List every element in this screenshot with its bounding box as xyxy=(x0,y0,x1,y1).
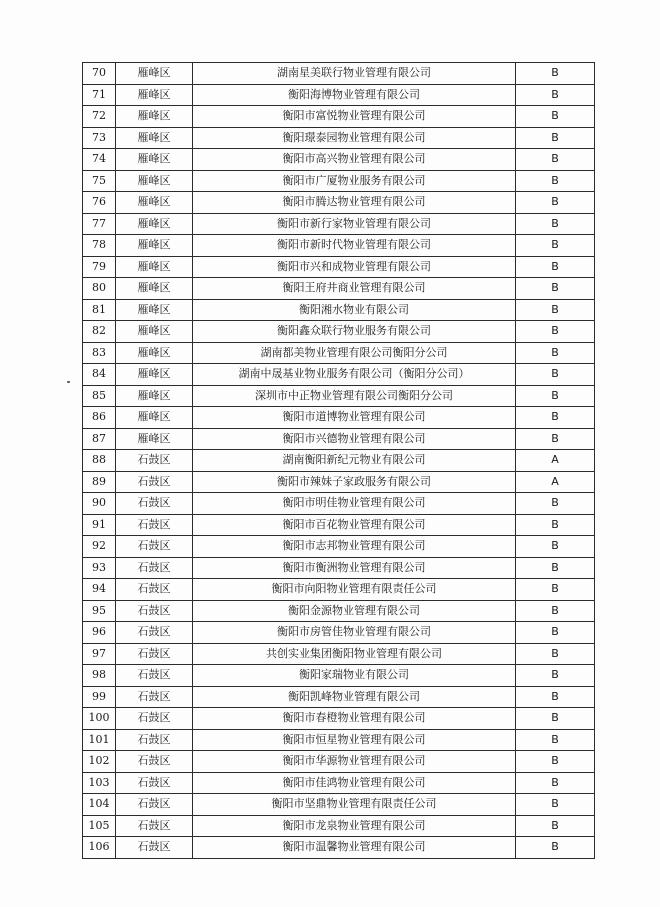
grade-cell: B xyxy=(516,622,595,644)
grade-cell: B xyxy=(516,213,595,235)
company-name-cell: 衡阳市坚鼎物业管理有限责任公司 xyxy=(193,794,516,816)
grade-cell: B xyxy=(516,256,595,278)
grade-cell: B xyxy=(516,149,595,171)
grade-cell: B xyxy=(516,536,595,558)
company-name-cell: 共创实业集团衡阳物业管理有限公司 xyxy=(193,643,516,665)
district-cell: 石鼓区 xyxy=(116,686,193,708)
district-cell: 石鼓区 xyxy=(116,493,193,515)
company-name-cell: 衡阳市衡洲物业管理有限公司 xyxy=(193,557,516,579)
district-cell: 石鼓区 xyxy=(116,794,193,816)
row-number-cell: 105 xyxy=(83,815,116,837)
row-number-cell: 100 xyxy=(83,708,116,730)
table-row xyxy=(83,321,595,343)
grade-cell: B xyxy=(516,665,595,687)
grade-cell: B xyxy=(516,686,595,708)
row-number-cell: 90 xyxy=(83,493,116,515)
table-row xyxy=(83,127,595,149)
company-name-cell: 衡阳璟泰园物业管理有限公司 xyxy=(193,127,516,149)
district-cell: 雁峰区 xyxy=(116,192,193,214)
company-name-cell: 衡阳市辣妹子家政服务有限公司 xyxy=(193,471,516,493)
table-row xyxy=(83,622,595,644)
row-number-cell: 106 xyxy=(83,837,116,859)
row-number-cell: 89 xyxy=(83,471,116,493)
company-name-cell: 衡阳市华源物业管理有限公司 xyxy=(193,751,516,773)
table-row xyxy=(83,342,595,364)
district-cell: 雁峰区 xyxy=(116,428,193,450)
grade-cell: B xyxy=(516,192,595,214)
district-cell: 石鼓区 xyxy=(116,622,193,644)
grade-cell: B xyxy=(516,751,595,773)
company-name-cell: 衡阳王府井商业管理有限公司 xyxy=(193,278,516,300)
company-name-cell: 衡阳市向阳物业管理有限责任公司 xyxy=(193,579,516,601)
company-name-cell: 衡阳市志邦物业管理有限公司 xyxy=(193,536,516,558)
district-cell: 雁峰区 xyxy=(116,385,193,407)
grade-cell: B xyxy=(516,235,595,257)
district-cell: 石鼓区 xyxy=(116,450,193,472)
row-number-cell: 87 xyxy=(83,428,116,450)
grade-cell: B xyxy=(516,600,595,622)
table-row xyxy=(83,471,595,493)
table-row xyxy=(83,213,595,235)
district-cell: 石鼓区 xyxy=(116,600,193,622)
table-row xyxy=(83,428,595,450)
table-row xyxy=(83,772,595,794)
row-number-cell: 102 xyxy=(83,751,116,773)
row-number-cell: 72 xyxy=(83,106,116,128)
row-number-cell: 82 xyxy=(83,321,116,343)
district-cell: 石鼓区 xyxy=(116,708,193,730)
row-number-cell: 97 xyxy=(83,643,116,665)
district-cell: 石鼓区 xyxy=(116,643,193,665)
grade-cell: B xyxy=(516,84,595,106)
grade-cell: B xyxy=(516,729,595,751)
company-name-cell: 衡阳市恒星物业管理有限公司 xyxy=(193,729,516,751)
row-number-cell: 103 xyxy=(83,772,116,794)
district-cell: 雁峰区 xyxy=(116,407,193,429)
row-number-cell: 99 xyxy=(83,686,116,708)
company-name-cell: 衡阳市新行家物业管理有限公司 xyxy=(193,213,516,235)
district-cell: 石鼓区 xyxy=(116,751,193,773)
company-name-cell: 衡阳市腾达物业管理有限公司 xyxy=(193,192,516,214)
grade-cell: A xyxy=(516,471,595,493)
grade-cell: B xyxy=(516,815,595,837)
row-number-cell: 92 xyxy=(83,536,116,558)
company-name-cell: 衡阳市道博物业管理有限公司 xyxy=(193,407,516,429)
company-name-cell: 衡阳市兴和成物业管理有限公司 xyxy=(193,256,516,278)
district-cell: 雁峰区 xyxy=(116,127,193,149)
table-row xyxy=(83,794,595,816)
table-row xyxy=(83,514,595,536)
row-number-cell: 93 xyxy=(83,557,116,579)
table-row xyxy=(83,407,595,429)
table-row xyxy=(83,235,595,257)
company-name-cell: 衡阳市房管佳物业管理有限公司 xyxy=(193,622,516,644)
district-cell: 石鼓区 xyxy=(116,579,193,601)
table-row xyxy=(83,385,595,407)
company-name-cell: 衡阳市温馨物业管理有限公司 xyxy=(193,837,516,859)
table-row xyxy=(83,170,595,192)
company-name-cell: 衡阳市高兴物业管理有限公司 xyxy=(193,149,516,171)
district-cell: 雁峰区 xyxy=(116,235,193,257)
district-cell: 雁峰区 xyxy=(116,149,193,171)
district-cell: 石鼓区 xyxy=(116,665,193,687)
district-cell: 石鼓区 xyxy=(116,815,193,837)
grade-cell: B xyxy=(516,407,595,429)
grade-cell: B xyxy=(516,794,595,816)
row-number-cell: 74 xyxy=(83,149,116,171)
table-row xyxy=(83,579,595,601)
company-name-cell: 深圳市中正物业管理有限公司衡阳分公司 xyxy=(193,385,516,407)
district-cell: 雁峰区 xyxy=(116,63,193,85)
company-name-cell: 湖南中晟基业物业服务有限公司（衡阳分公司） xyxy=(193,364,516,386)
row-number-cell: 85 xyxy=(83,385,116,407)
table-row xyxy=(83,63,595,85)
district-cell: 石鼓区 xyxy=(116,772,193,794)
grade-cell: B xyxy=(516,364,595,386)
district-cell: 雁峰区 xyxy=(116,256,193,278)
table-row xyxy=(83,751,595,773)
table-row xyxy=(83,665,595,687)
table-row xyxy=(83,729,595,751)
table-row xyxy=(83,815,595,837)
row-number-cell: 77 xyxy=(83,213,116,235)
table-row xyxy=(83,536,595,558)
row-number-cell: 104 xyxy=(83,794,116,816)
table-row xyxy=(83,600,595,622)
district-cell: 石鼓区 xyxy=(116,837,193,859)
company-name-cell: 衡阳市兴德物业管理有限公司 xyxy=(193,428,516,450)
company-name-cell: 湖南都美物业管理有限公司衡阳分公司 xyxy=(193,342,516,364)
row-number-cell: 91 xyxy=(83,514,116,536)
table-row xyxy=(83,106,595,128)
company-name-cell: 湖南星美联行物业管理有限公司 xyxy=(193,63,516,85)
table-row xyxy=(83,149,595,171)
row-number-cell: 88 xyxy=(83,450,116,472)
grade-cell: B xyxy=(516,708,595,730)
table-row xyxy=(83,364,595,386)
row-number-cell: 79 xyxy=(83,256,116,278)
grade-cell: B xyxy=(516,385,595,407)
table-row xyxy=(83,256,595,278)
row-number-cell: 80 xyxy=(83,278,116,300)
company-name-cell: 衡阳鑫众联行物业服务有限公司 xyxy=(193,321,516,343)
grade-cell: B xyxy=(516,514,595,536)
grade-cell: B xyxy=(516,170,595,192)
company-name-cell: 衡阳金源物业管理有限公司 xyxy=(193,600,516,622)
grade-cell: B xyxy=(516,106,595,128)
grade-cell: A xyxy=(516,450,595,472)
table-row xyxy=(83,708,595,730)
district-cell: 石鼓区 xyxy=(116,557,193,579)
company-name-cell: 衡阳市富悦物业管理有限公司 xyxy=(193,106,516,128)
row-number-cell: 83 xyxy=(83,342,116,364)
company-name-cell: 衡阳市百花物业管理有限公司 xyxy=(193,514,516,536)
property-company-rating-table xyxy=(82,62,595,859)
grade-cell: B xyxy=(516,278,595,300)
table-row xyxy=(83,557,595,579)
row-number-cell: 94 xyxy=(83,579,116,601)
grade-cell: B xyxy=(516,772,595,794)
grade-cell: B xyxy=(516,342,595,364)
row-number-cell: 78 xyxy=(83,235,116,257)
company-name-cell: 衡阳市广厦物业服务有限公司 xyxy=(193,170,516,192)
grade-cell: B xyxy=(516,299,595,321)
grade-cell: B xyxy=(516,321,595,343)
grade-cell: B xyxy=(516,579,595,601)
company-name-cell: 衡阳市佳鸿物业管理有限公司 xyxy=(193,772,516,794)
row-number-cell: 76 xyxy=(83,192,116,214)
table-row xyxy=(83,686,595,708)
row-number-cell: 70 xyxy=(83,63,116,85)
district-cell: 石鼓区 xyxy=(116,514,193,536)
grade-cell: B xyxy=(516,837,595,859)
row-number-cell: 96 xyxy=(83,622,116,644)
table-row xyxy=(83,493,595,515)
grade-cell: B xyxy=(516,643,595,665)
district-cell: 雁峰区 xyxy=(116,84,193,106)
table-row xyxy=(83,837,595,859)
company-name-cell: 衡阳市新时代物业管理有限公司 xyxy=(193,235,516,257)
table-row xyxy=(83,299,595,321)
district-cell: 雁峰区 xyxy=(116,364,193,386)
row-number-cell: 101 xyxy=(83,729,116,751)
grade-cell: B xyxy=(516,428,595,450)
district-cell: 石鼓区 xyxy=(116,536,193,558)
district-cell: 雁峰区 xyxy=(116,299,193,321)
table-row xyxy=(83,84,595,106)
table-row xyxy=(83,450,595,472)
district-cell: 雁峰区 xyxy=(116,106,193,128)
company-name-cell: 衡阳凯峰物业管理有限公司 xyxy=(193,686,516,708)
row-number-cell: 71 xyxy=(83,84,116,106)
table-body xyxy=(83,63,595,859)
company-name-cell: 湖南衡阳新纪元物业有限公司 xyxy=(193,450,516,472)
district-cell: 雁峰区 xyxy=(116,213,193,235)
company-name-cell: 衡阳家瑞物业有限公司 xyxy=(193,665,516,687)
row-number-cell: 95 xyxy=(83,600,116,622)
table-row xyxy=(83,278,595,300)
company-name-cell: 衡阳湘水物业有限公司 xyxy=(193,299,516,321)
company-name-cell: 衡阳市明佳物业管理有限公司 xyxy=(193,493,516,515)
scan-speck xyxy=(67,381,70,383)
company-name-cell: 衡阳海博物业管理有限公司 xyxy=(193,84,516,106)
table-row xyxy=(83,192,595,214)
district-cell: 雁峰区 xyxy=(116,278,193,300)
table-row xyxy=(83,643,595,665)
row-number-cell: 75 xyxy=(83,170,116,192)
district-cell: 石鼓区 xyxy=(116,729,193,751)
company-name-cell: 衡阳市龙泉物业管理有限公司 xyxy=(193,815,516,837)
district-cell: 雁峰区 xyxy=(116,321,193,343)
grade-cell: B xyxy=(516,63,595,85)
district-cell: 雁峰区 xyxy=(116,170,193,192)
row-number-cell: 84 xyxy=(83,364,116,386)
grade-cell: B xyxy=(516,493,595,515)
row-number-cell: 86 xyxy=(83,407,116,429)
row-number-cell: 73 xyxy=(83,127,116,149)
grade-cell: B xyxy=(516,557,595,579)
district-cell: 石鼓区 xyxy=(116,471,193,493)
district-cell: 雁峰区 xyxy=(116,342,193,364)
company-name-cell: 衡阳市春橙物业管理有限公司 xyxy=(193,708,516,730)
grade-cell: B xyxy=(516,127,595,149)
row-number-cell: 98 xyxy=(83,665,116,687)
row-number-cell: 81 xyxy=(83,299,116,321)
